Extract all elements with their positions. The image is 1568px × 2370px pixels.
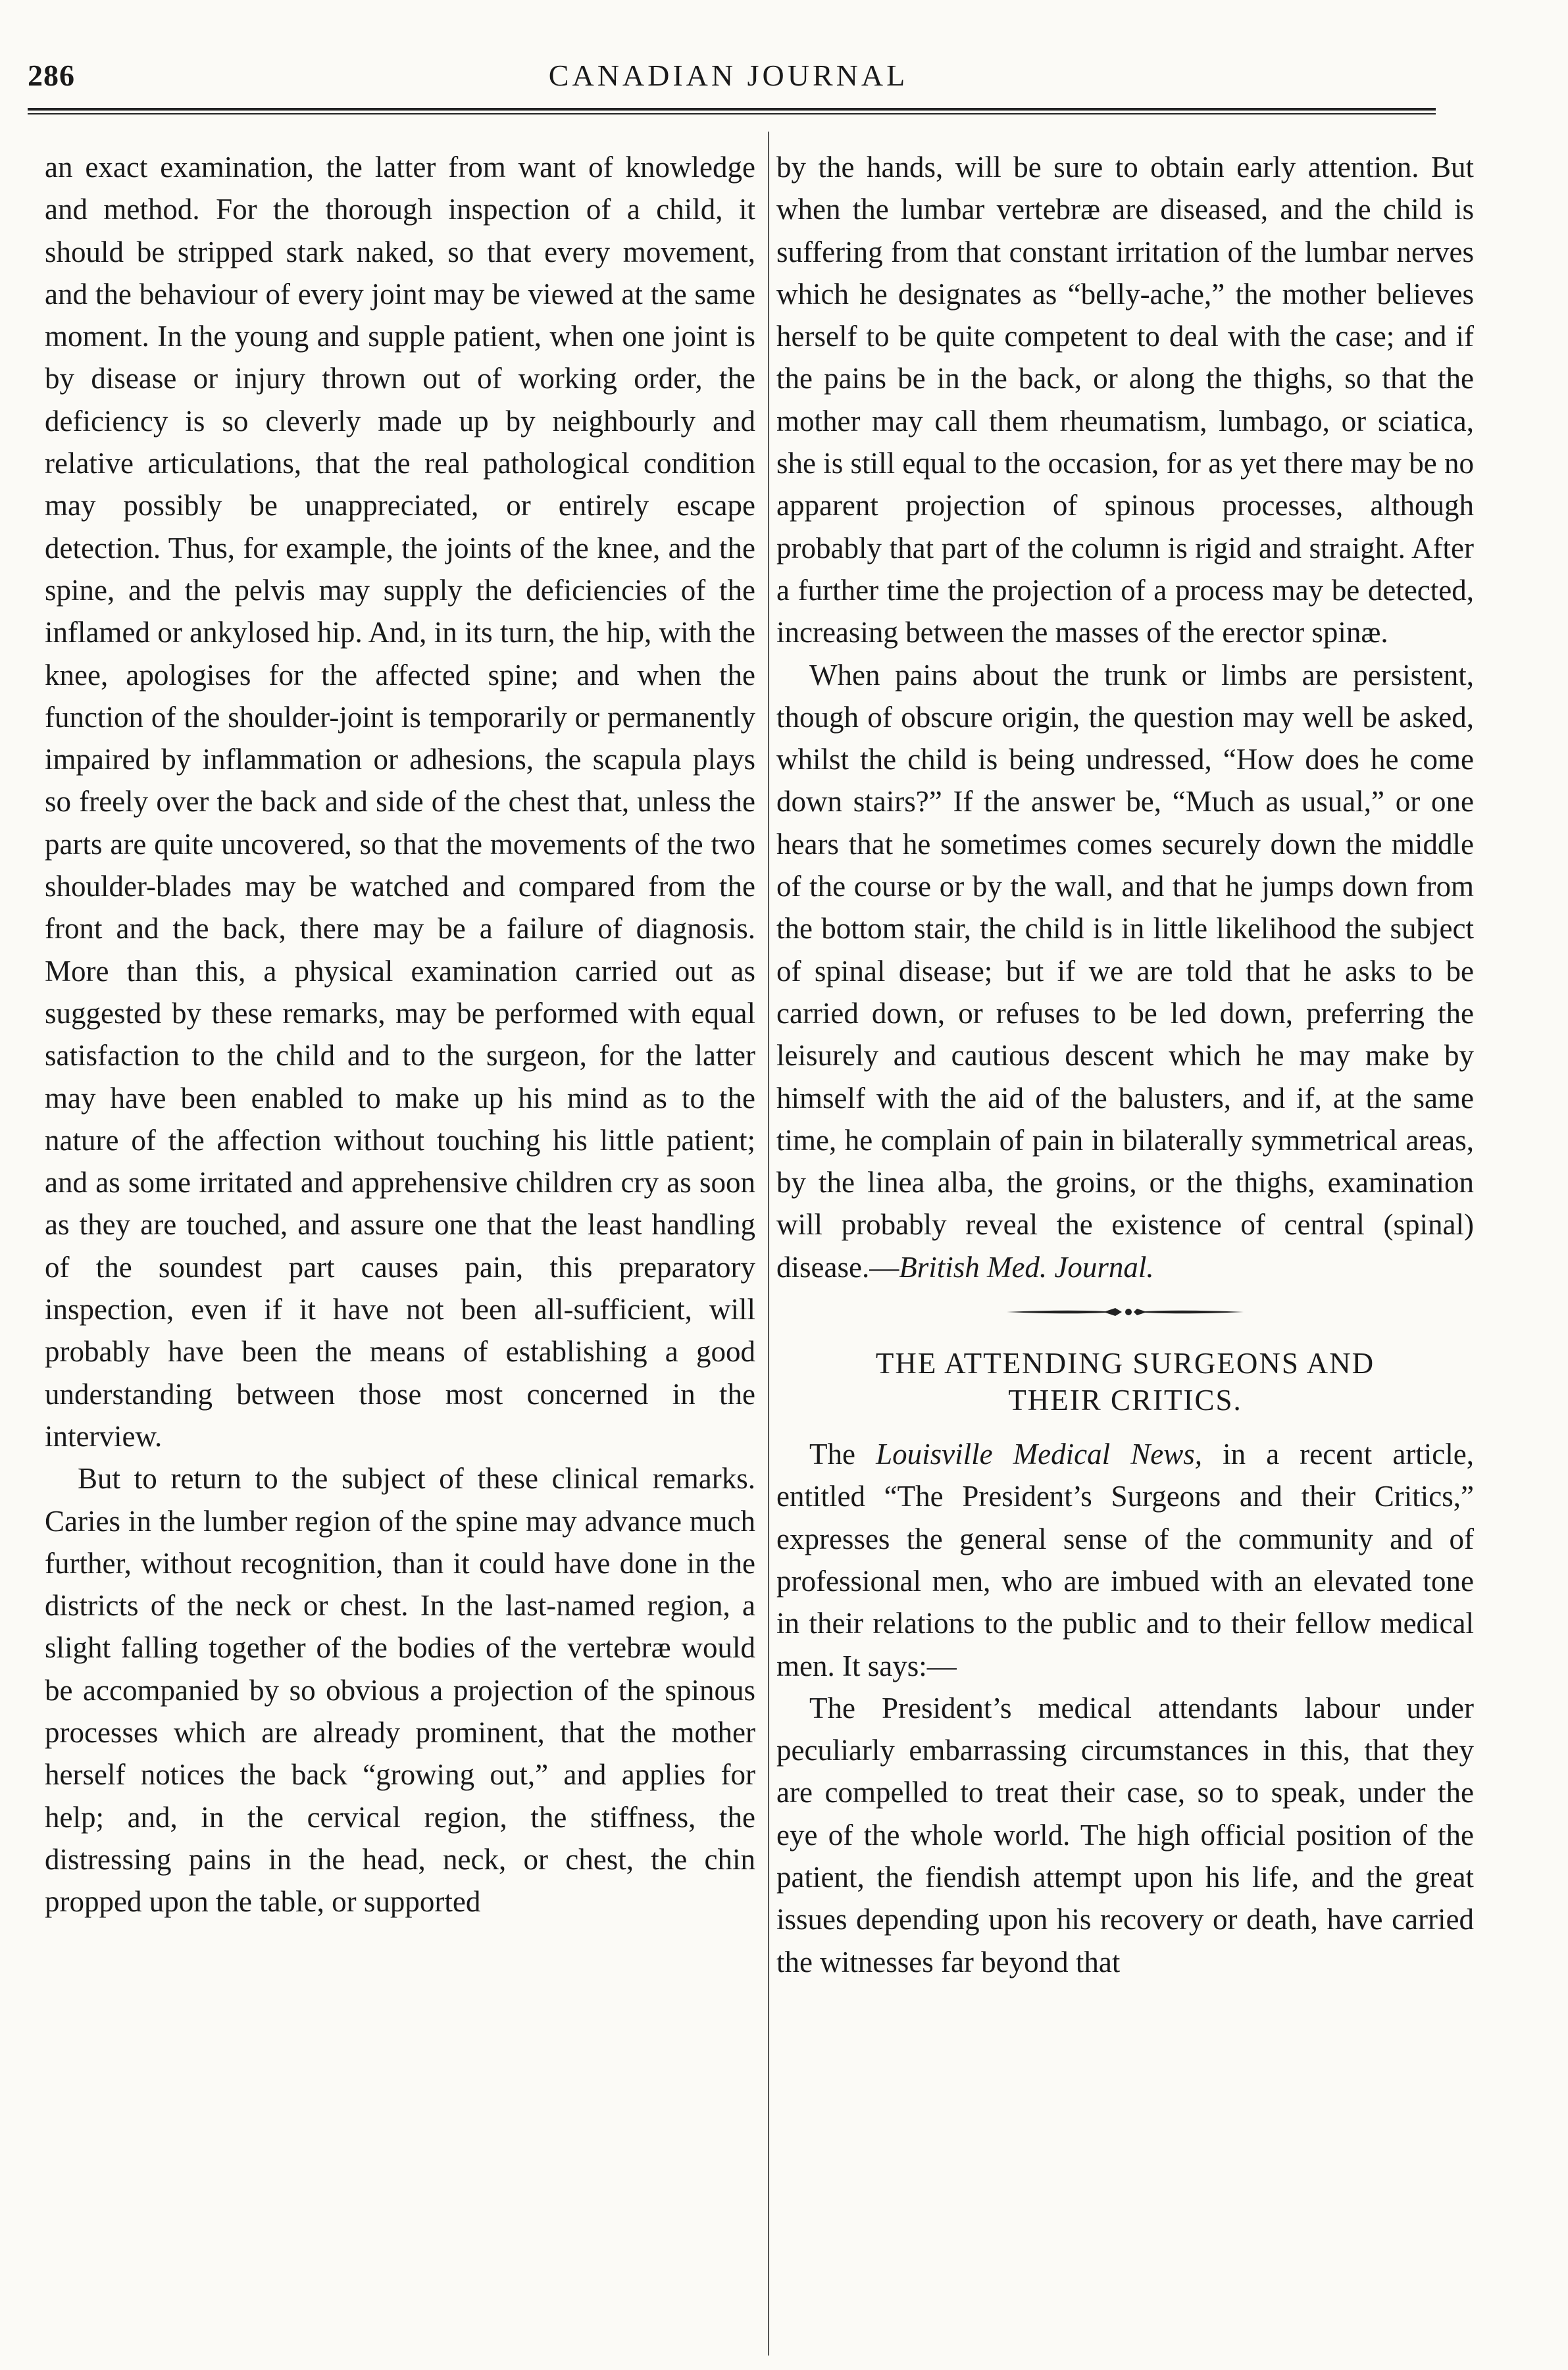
journal-name: Louisville Medical News,: [876, 1438, 1202, 1471]
body-paragraph: [776, 654, 1474, 1288]
body-paragraph: by the hands, will be sure to obtain early attention. But when the lumbar vertebræ are diseased, and the child is suffering from that constant irritation of the lumbar nerves which he designates as “belly-ache,” the mother believes herself to be quite competent to deal with the case; and if the pains be in the back, or along the thighs, so that the mother may call them rheumatism, lumbago, or sciatica, she is still equal to the occasion, for as yet there may be no apparent projection of spinous processes, although probably that part of the column is rigid and straight. After a further time the projection of a process may be detected, increasing between the masses of the erector spinæ.: [776, 151, 1474, 649]
article-title: [776, 1345, 1474, 1419]
ornament-rule-icon: [1007, 1305, 1244, 1319]
body-paragraph: an exact examination, the latter from want of knowledge and method. For the thorough inspection of a child, it should be stripped stark naked, so that every movement, and the behaviour of every joint may be viewed at the same moment. In the young and supple patient, when one joint is by disease or injury thrown out of working order, the deficiency is so cleverly made up by neighbourly and relative articulations, that the real pathological condition may possibly be unappreciated, or entirely escape detection. Thus, for example, the joints of the knee, and the spine, and the pelvis may supply the deficiencies of the inflamed or ankylosed hip. And, in its turn, the hip, with the knee, apologises for the affected spine; and when the function of the shoulder-joint is temporarily or permanently impaired by inflammation or adhesions, the scapula plays so freely over the back and side of the chest that, unless the parts are quite uncovered, so that the movements of the two shoulder-blades may be watched and compared from the front and the back, there may be a failure of diagnosis. More than this, a physical examination carried out as suggested by these remarks, may be performed with equal satisfaction to the child and to the surgeon, for the latter may have been enabled to make up his mind as to the nature of the affection without touching his little patient; and as some irritated and apprehensive children cry as soon as they are touched, and assure one that the least handling of the soundest part causes pain, this preparatory inspection, even if it have not been all-sufficient, will probably have been the means of establishing a good understanding between those most concerned in the interview.: [45, 151, 755, 1453]
header-rule: [28, 108, 1436, 114]
right-column: [776, 146, 1474, 1983]
running-head: CANADIAN JOURNAL: [548, 59, 909, 92]
section-ornament: [776, 1288, 1474, 1336]
page-number: 286: [28, 59, 75, 92]
column-divider: [768, 132, 769, 2356]
body-paragraph: [776, 1433, 1474, 1687]
paragraph-text: The: [809, 1438, 876, 1471]
paragraph-text: in a recent article, entitled “The President’s Surgeons and their Critics,” expresses the general sense of the community and of professional men, who are imbued with an elevated tone in their relations to the public and to their fellow medical men. It says:—: [776, 1438, 1474, 1682]
article-title-line: THE ATTENDING SURGEONS AND: [875, 1347, 1375, 1380]
body-paragraph: The President’s medical attendants labour under peculiarly embarrassing circumstances in this, that they are compelled to treat their case, so to speak, under the eye of the whole world. The high official position of the patient, the fiendish attempt upon his life, and the great issues depending upon his recovery or death, have carried the witnesses far beyond that: [776, 1691, 1474, 1979]
article-title-line: THEIR CRITICS.: [1008, 1384, 1242, 1417]
left-column: [45, 146, 755, 1923]
body-paragraph: But to return to the subject of these clinical remarks. Caries in the lumber region of the spine may advance much further, without recognition, than it could have done in the districts of the neck or chest. In the last-named region, a slight falling together of the bodies of the vertebræ would be accompanied by so obvious a projection of the spinous processes which are already prominent, that the mother herself notices the back “growing out,” and applies for help; and, in the cervical region, the stiffness, the distressing pains in the head, neck, or chest, the chin propped upon the table, or supported: [45, 1462, 755, 1919]
paragraph-text: When pains about the trunk or limbs are persistent, though of obscure origin, the question may well be asked, whilst the child is being undressed, “How does he come down stairs?” If the answer be, “Much as usual,” or one hears that he sometimes comes securely down the middle of the course or by the wall, and that he jumps down from the bottom stair, the child is in little likelihood the subject of spinal disease; but if we are told that he asks to be carried down, or refuses to be led down, preferring the leisurely and cautious descent which he may make by himself with the aid of the balusters, and if, at the same time, he complain of pain in bilaterally symmetrical areas, by the linea alba, the groins, or the thighs, examination will probably reveal the existence of central (spinal) disease.—: [776, 658, 1474, 1284]
source-citation: British Med. Journal.: [899, 1250, 1154, 1284]
page-header: [28, 58, 1429, 105]
